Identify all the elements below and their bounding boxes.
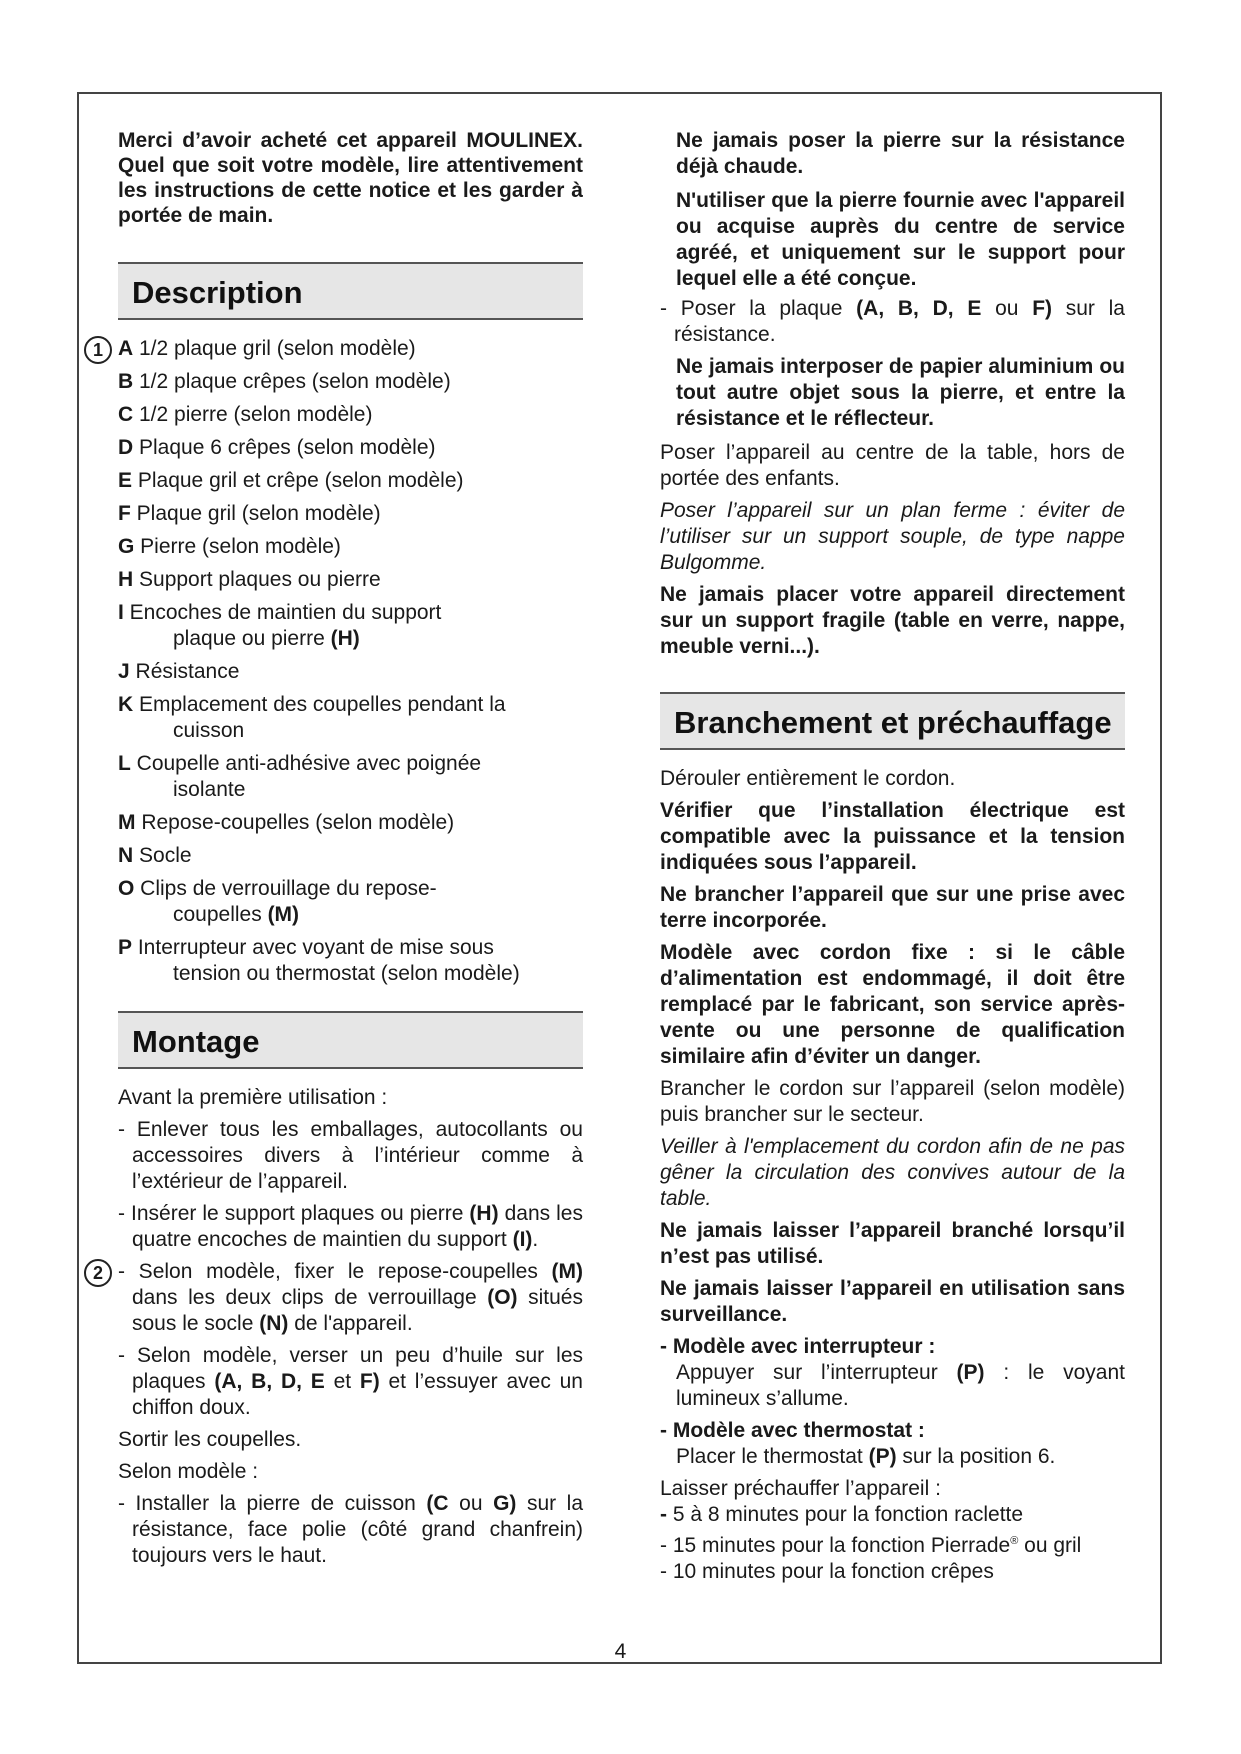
modele-thermostat-title: - Modèle avec thermostat : — [660, 1419, 925, 1442]
marker-2-icon: 2 — [84, 1259, 112, 1287]
ref-abde: (A, B, D, E — [856, 297, 982, 320]
montage-inserer — [118, 1201, 583, 1253]
text-run: sur la résistance, face polie (côté grand chanfrein) toujours vers le haut. — [132, 1492, 584, 1567]
item-text: Plaque 6 crêpes (selon modèle) — [133, 436, 436, 459]
description-item-line — [118, 600, 583, 626]
montage-content — [92, 1085, 584, 1569]
ref-h: (H) — [469, 1202, 499, 1225]
text-run: dans les quatre encoches de maintien du support — [132, 1202, 583, 1251]
item-letter: K — [118, 693, 134, 716]
item-ref: (M) — [267, 903, 300, 926]
section-heading-description — [118, 262, 583, 320]
ref-g: G) — [493, 1492, 517, 1515]
description-item-line — [118, 876, 583, 902]
item-text: 1/2 plaque gril (selon modèle) — [133, 337, 416, 360]
item-text: Encoches de maintien du support — [123, 601, 442, 624]
item-text: 1/2 plaque crêpes (selon modèle) — [133, 370, 451, 393]
poser-centre: Poser l’appareil au centre de la table, hors de portée des enfants. — [660, 441, 1125, 490]
text-run: sur la résistance. — [674, 297, 1125, 346]
description-item-line — [118, 935, 583, 961]
description-item-line — [118, 567, 583, 593]
description-item-line — [118, 336, 583, 362]
warning-aluminium: Ne jamais interposer de papier aluminium ou tout autre objet sous la pierre, et entre la résistance et le réflecteur. — [676, 355, 1125, 430]
ref-c: (C — [426, 1492, 449, 1515]
description-item — [118, 935, 583, 987]
left-column — [92, 128, 584, 1569]
time-raclette — [660, 1502, 1125, 1528]
description-item-line — [118, 369, 583, 395]
text-run: - Poser la plaque — [660, 297, 857, 320]
ref-f: F) — [359, 1370, 380, 1393]
ref-n: (N) — [259, 1312, 289, 1335]
registered-mark: ® — [1010, 1535, 1019, 1547]
verifier-installation: Vérifier que l’installation électrique est compatible avec la puissance et la tension indiquées sous l’appareil. — [660, 799, 1125, 874]
montage-sortir: Sortir les coupelles. — [118, 1428, 302, 1451]
montage-enlever: - Enlever tous les emballages, autocollants ou accessoires divers à l’intérieur comme à l’extérieur de l’appareil. — [118, 1118, 583, 1193]
description-item-line — [118, 435, 583, 461]
item-text: plaque ou pierre — [173, 627, 331, 650]
description-item-continuation — [118, 626, 583, 652]
ref-abde: (A, B, D, E — [214, 1370, 325, 1393]
description-item-line — [118, 402, 583, 428]
branchement-content — [660, 766, 1125, 1585]
item-text: Plaque gril et crêpe (selon modèle) — [132, 469, 464, 492]
ref-i: (I) — [512, 1228, 533, 1251]
text-run: - Selon modèle, verser un peu d’huile sur les plaques — [118, 1344, 583, 1393]
text-run: ou gril — [1018, 1534, 1082, 1557]
item-letter: P — [118, 936, 133, 959]
description-item — [118, 402, 583, 428]
modele-interrupteur-title: - Modèle avec interrupteur : — [660, 1335, 936, 1358]
warning-pierre-chaude: Ne jamais poser la pierre sur la résistance déjà chaude. — [676, 129, 1125, 178]
description-item-continuation — [118, 718, 583, 744]
montage-fixer — [118, 1259, 583, 1337]
section-title: Branchement et préchauffage — [674, 705, 1112, 740]
ref-m: (M) — [551, 1260, 583, 1283]
text-run: et l’essuyer avec un chiffon doux. — [132, 1370, 583, 1419]
text-run: sur la position 6. — [896, 1445, 1056, 1468]
description-item-line — [118, 534, 583, 560]
text-run: Placer le thermostat — [676, 1445, 869, 1468]
item-letter: C — [118, 403, 134, 426]
poser-plan-ferme: Poser l’appareil sur un plan ferme : éviter de l’utiliser sur un support souple, de type nappe Bulgomme. — [660, 499, 1125, 574]
description-item — [118, 336, 583, 362]
time-pierrade — [660, 1528, 1125, 1559]
ref-o: (O) — [487, 1286, 518, 1309]
laisser-prechauffer: Laisser préchauffer l’appareil : — [660, 1477, 941, 1500]
text-run: Appuyer sur l’interrupteur — [676, 1361, 957, 1384]
description-item-line — [118, 659, 583, 685]
modele-thermostat-text — [660, 1444, 1125, 1470]
description-item — [118, 468, 583, 494]
description-item — [118, 567, 583, 593]
time-crepes: - 10 minutes pour la fonction crêpes — [660, 1560, 994, 1583]
item-text: Interrupteur avec voyant de mise sous — [132, 936, 494, 959]
item-letter: A — [118, 337, 134, 360]
item-letter: G — [118, 535, 135, 558]
item-letter: N — [118, 844, 134, 867]
warning-support-fragile: Ne jamais placer votre appareil directement sur un support fragile (table en verre, nappe, meuble verni...). — [660, 583, 1125, 658]
item-letter: E — [118, 469, 133, 492]
description-item — [118, 435, 583, 461]
item-text: Support plaques ou pierre — [133, 568, 381, 591]
item-ref: (H) — [330, 627, 360, 650]
text-run: . — [532, 1228, 539, 1251]
warning-branche: Ne jamais laisser l’appareil branché lorsqu’il n’est pas utilisé. — [660, 1219, 1125, 1268]
brancher-cordon: Brancher le cordon sur l’appareil (selon modèle) puis brancher sur le secteur. — [660, 1077, 1125, 1126]
text-run: - Insérer le support plaques ou pierre — [118, 1202, 470, 1225]
text-run: 5 à 8 minutes pour la fonction raclette — [667, 1503, 1024, 1526]
description-item — [118, 810, 583, 836]
description-item-line — [118, 501, 583, 527]
description-item-line — [118, 810, 583, 836]
item-letter: J — [118, 660, 130, 683]
item-text: isolante — [173, 778, 246, 801]
text-run: - Selon modèle, fixer le repose-coupelles — [118, 1260, 552, 1283]
veiller-cordon: Veiller à l'emplacement du cordon afin de ne pas gêner la circulation des convives autour de la table. — [660, 1135, 1125, 1210]
description-item — [118, 843, 583, 869]
right-column — [660, 128, 1125, 1585]
item-text: Résistance — [129, 660, 240, 683]
ref-p: (P) — [868, 1445, 897, 1468]
text-run: et — [324, 1370, 360, 1393]
description-item-continuation — [118, 961, 583, 987]
description-item-line — [118, 843, 583, 869]
item-letter: M — [118, 811, 136, 834]
description-item — [118, 751, 583, 803]
ref-p: (P) — [956, 1361, 985, 1384]
item-letter: I — [118, 601, 124, 624]
description-item — [118, 659, 583, 685]
description-item — [118, 369, 583, 395]
item-letter: O — [118, 877, 135, 900]
section-title: Description — [132, 275, 303, 310]
section-heading-branchement — [660, 692, 1125, 750]
item-letter: F — [118, 502, 131, 525]
item-text: Clips de verrouillage du repose- — [134, 877, 437, 900]
montage-huile — [118, 1343, 583, 1421]
item-text: coupelles — [173, 903, 268, 926]
item-text: Emplacement des coupelles pendant la — [133, 693, 506, 716]
section-heading-montage — [118, 1011, 583, 1069]
item-text: Pierre (selon modèle) — [134, 535, 341, 558]
section-title: Montage — [132, 1024, 260, 1059]
item-text: Socle — [133, 844, 192, 867]
item-text: Coupelle anti-adhésive avec poignée — [130, 752, 482, 775]
item-text: 1/2 pierre (selon modèle) — [133, 403, 373, 426]
cordon-fixe: Modèle avec cordon fixe : si le câble d’alimentation est endommagé, il doit être remplacé par le fabricant, son service après-vente ou une personne de qualification similaire afin d’éviter un danger. — [660, 941, 1125, 1068]
description-item-line — [118, 468, 583, 494]
description-item-line — [118, 751, 583, 777]
text-run: - Installer la pierre de cuisson — [118, 1492, 427, 1515]
warning-pierre-fournie: N'utiliser que la pierre fournie avec l'appareil ou acquise auprès du centre de service agréé, et uniquement sur le support pour lequel elle a été conçue. — [676, 189, 1125, 290]
item-text: cuisson — [173, 719, 245, 742]
description-item — [118, 692, 583, 744]
description-item — [118, 501, 583, 527]
warning-surveillance: Ne jamais laisser l’appareil en utilisation sans surveillance. — [660, 1277, 1125, 1326]
montage-avant: Avant la première utilisation : — [118, 1086, 388, 1109]
modele-interrupteur-text — [660, 1360, 1125, 1412]
montage-selon: Selon modèle : — [118, 1460, 259, 1483]
description-item-continuation — [118, 902, 583, 928]
item-letter: D — [118, 436, 134, 459]
page-number: 4 — [614, 1640, 627, 1663]
ref-f: F) — [1032, 297, 1053, 320]
text-run: de l'appareil. — [288, 1312, 413, 1335]
description-item-continuation — [118, 777, 583, 803]
text-run: situés sous le socle — [132, 1286, 583, 1335]
text-run: - 15 minutes pour la fonction Pierrade — [660, 1534, 1011, 1557]
derouler-cordon: Dérouler entièrement le cordon. — [660, 767, 956, 790]
text-run: ou — [981, 297, 1033, 320]
description-item — [118, 600, 583, 652]
prise-terre: Ne brancher l’appareil que sur une prise avec terre incorporée. — [660, 883, 1125, 932]
marker-1-icon: 1 — [84, 336, 112, 364]
description-list — [92, 336, 583, 987]
description-item — [118, 876, 583, 928]
item-text: Repose-coupelles (selon modèle) — [135, 811, 455, 834]
text-run: dans les deux clips de verrouillage — [132, 1286, 488, 1309]
item-text: Plaque gril (selon modèle) — [130, 502, 381, 525]
description-item-line — [118, 692, 583, 718]
text-run: : le voyant lumineux s’allume. — [676, 1361, 1125, 1410]
item-text: tension ou thermostat (selon modèle) — [173, 962, 520, 985]
intro-text: Merci d’avoir acheté cet appareil MOULINEX. Quel que soit votre modèle, lire attentivement les instructions de cette notice et les garder à portée de main. — [118, 129, 583, 227]
text-run: - — [660, 1503, 667, 1526]
montage-installer — [118, 1491, 583, 1569]
description-item — [118, 534, 583, 560]
text-run: ou — [448, 1492, 494, 1515]
item-letter: H — [118, 568, 134, 591]
poser-plaque — [660, 296, 1125, 348]
item-letter: L — [118, 752, 131, 775]
item-letter: B — [118, 370, 134, 393]
